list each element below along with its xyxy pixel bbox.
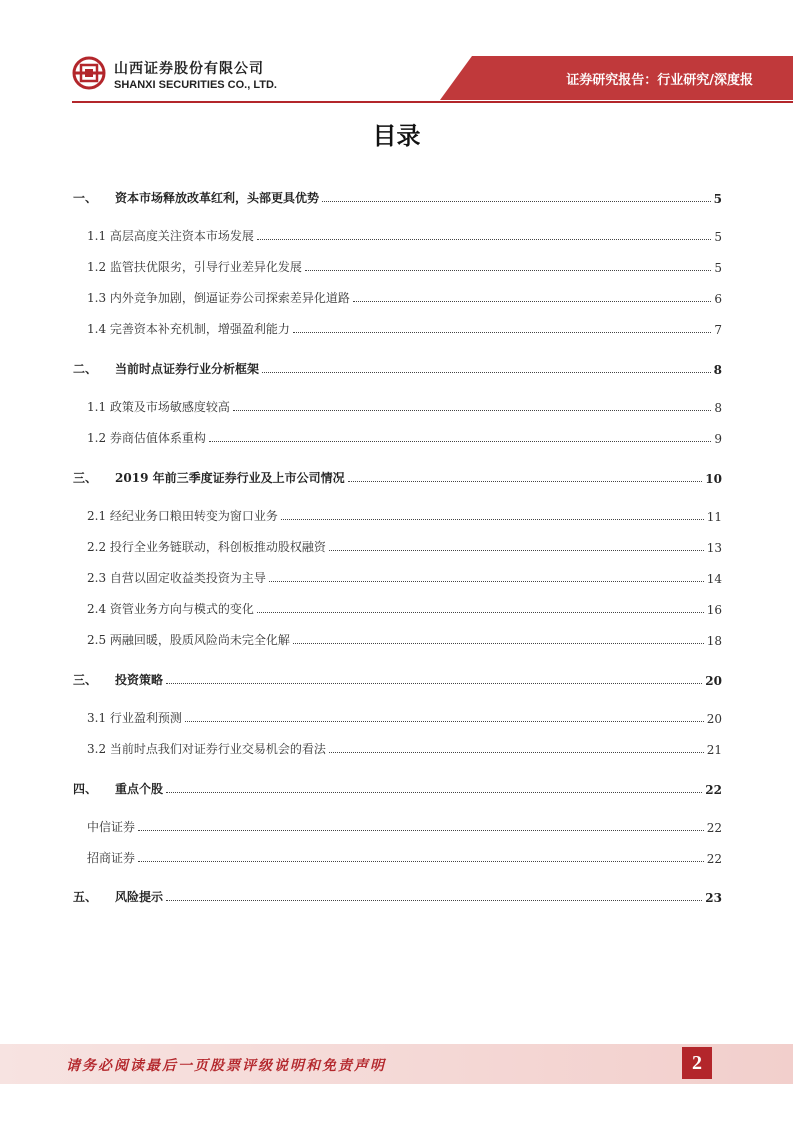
toc-entry[interactable] bbox=[73, 535, 722, 555]
toc-entry-label: 重点个股 bbox=[115, 782, 164, 796]
toc-leader-dots bbox=[138, 829, 704, 831]
toc-entry-number: 三、 bbox=[73, 673, 98, 687]
toc-leader-dots bbox=[348, 480, 703, 482]
toc-entry-heading bbox=[87, 429, 206, 446]
toc-entry-heading bbox=[87, 569, 266, 586]
toc-leader-dots bbox=[257, 238, 711, 240]
toc-entry-label: 3.2 当前时点我们对证券行业交易机会的看法 bbox=[87, 742, 326, 756]
toc-entry-page: 22 bbox=[705, 783, 722, 797]
toc-entry[interactable] bbox=[73, 566, 722, 586]
toc-entry-heading bbox=[73, 189, 319, 206]
toc-leader-dots bbox=[138, 860, 704, 862]
toc-leader-dots bbox=[166, 899, 702, 901]
toc-entry-label: 招商证券 bbox=[87, 851, 136, 865]
toc-entry-label: 2.4 资管业务方向与模式的变化 bbox=[87, 602, 254, 616]
toc-leader-dots bbox=[209, 440, 711, 442]
toc-entry-heading bbox=[73, 360, 259, 377]
toc-entry[interactable] bbox=[73, 846, 722, 866]
toc-entry-heading bbox=[87, 507, 278, 524]
toc-entry-number: 二、 bbox=[73, 362, 98, 376]
toc-entry-page: 22 bbox=[706, 821, 722, 835]
toc-leader-dots bbox=[322, 200, 711, 202]
toc-entry-label: 1.2 监管扶优限劣，引导行业差异化发展 bbox=[87, 260, 302, 274]
toc-entry-label: 2019 年前三季度证券行业及上市公司情况 bbox=[115, 471, 345, 485]
header-rule bbox=[72, 101, 793, 103]
toc-entry-page: 9 bbox=[714, 432, 722, 446]
toc-entry-label: 风险提示 bbox=[115, 890, 164, 904]
toc-leader-dots bbox=[305, 269, 711, 271]
toc-entry-page: 21 bbox=[706, 743, 722, 757]
toc-entry[interactable] bbox=[73, 426, 722, 446]
toc-entry-page: 22 bbox=[706, 852, 722, 866]
company-name-en: SHANXI SECURITIES CO., LTD. bbox=[114, 79, 277, 91]
toc-entry-page: 5 bbox=[713, 192, 722, 206]
toc-leader-dots bbox=[185, 720, 704, 722]
toc-entry-label: 2.2 投行全业务链联动，科创板推动股权融资 bbox=[87, 540, 326, 554]
toc-entry-number: 一、 bbox=[73, 191, 98, 205]
toc-leader-dots bbox=[293, 331, 711, 333]
page-number: 2 bbox=[682, 1047, 712, 1079]
toc-entry-page: 16 bbox=[706, 603, 722, 617]
toc-leader-dots bbox=[166, 791, 702, 793]
toc-entry-page: 8 bbox=[714, 401, 722, 415]
toc-entry-page: 7 bbox=[714, 323, 722, 337]
toc-entry-heading bbox=[73, 671, 163, 688]
toc-entry-page: 13 bbox=[706, 541, 722, 555]
toc-entry-heading bbox=[73, 780, 163, 797]
toc-entry[interactable] bbox=[73, 224, 722, 244]
toc-entry-label: 中信证券 bbox=[87, 820, 136, 834]
toc-entry-label: 2.1 经纪业务口粮田转变为窗口业务 bbox=[87, 509, 278, 523]
toc-entry-heading bbox=[87, 600, 254, 617]
toc-entry-heading bbox=[87, 227, 254, 244]
toc-entry[interactable] bbox=[73, 317, 722, 337]
toc-entry-heading bbox=[73, 469, 345, 486]
toc-leader-dots bbox=[257, 611, 704, 613]
toc-entry[interactable] bbox=[73, 597, 722, 617]
toc-leader-dots bbox=[262, 371, 711, 373]
toc-leader-dots bbox=[293, 642, 704, 644]
toc-entry[interactable] bbox=[73, 815, 722, 835]
report-type-label: 证券研究报告：行业研究/深度报 bbox=[566, 73, 753, 88]
toc-entry[interactable] bbox=[73, 186, 722, 206]
toc-entry[interactable] bbox=[73, 466, 722, 486]
toc-entry-page: 10 bbox=[705, 472, 722, 486]
toc-entry-heading bbox=[87, 289, 350, 306]
company-name-cn: 山西证券股份有限公司 bbox=[114, 61, 264, 77]
toc-entry[interactable] bbox=[73, 255, 722, 275]
toc-entry-page: 20 bbox=[705, 674, 722, 688]
toc-entry[interactable] bbox=[73, 777, 722, 797]
toc-entry[interactable] bbox=[73, 504, 722, 524]
toc-entry-label: 资本市场释放改革红利，头部更具优势 bbox=[115, 191, 320, 205]
company-logo-icon bbox=[72, 56, 106, 90]
toc-entry-label: 1.1 高层高度关注资本市场发展 bbox=[87, 229, 254, 243]
toc-entry[interactable] bbox=[73, 706, 722, 726]
toc-entry-heading bbox=[87, 320, 290, 337]
toc-entry[interactable] bbox=[73, 286, 722, 306]
toc-entry-heading bbox=[87, 849, 135, 866]
toc-entry-heading bbox=[87, 538, 326, 555]
toc-entry-label: 1.4 完善资本补充机制，增强盈利能力 bbox=[87, 322, 290, 336]
toc-entry[interactable] bbox=[73, 885, 722, 905]
toc-leader-dots bbox=[166, 682, 702, 684]
toc-entry[interactable] bbox=[73, 628, 722, 648]
toc-entry-number: 三、 bbox=[73, 471, 98, 485]
toc-entry-label: 3.1 行业盈利预测 bbox=[87, 711, 182, 725]
toc-leader-dots bbox=[329, 549, 704, 551]
toc-entry-heading bbox=[87, 818, 135, 835]
footer-disclaimer: 请务必阅读最后一页股票评级说明和免责声明 bbox=[66, 1058, 386, 1074]
toc-entry[interactable] bbox=[73, 737, 722, 757]
toc-entry[interactable] bbox=[73, 668, 722, 688]
toc-leader-dots bbox=[281, 518, 704, 520]
toc-entry-heading bbox=[87, 258, 302, 275]
toc-leader-dots bbox=[269, 580, 704, 582]
toc-entry-heading bbox=[73, 888, 163, 905]
toc-entry-number: 四、 bbox=[73, 782, 98, 796]
toc-entry-heading bbox=[87, 631, 290, 648]
page-header bbox=[0, 0, 793, 110]
toc-entry-page: 5 bbox=[714, 261, 722, 275]
toc-entry-page: 20 bbox=[706, 712, 722, 726]
toc-entry-label: 当前时点证券行业分析框架 bbox=[115, 362, 260, 376]
page-title: 目录 bbox=[372, 122, 421, 150]
toc-entry-label: 1.2 券商估值体系重构 bbox=[87, 431, 206, 445]
toc-leader-dots bbox=[353, 300, 711, 302]
toc-entry-page: 14 bbox=[706, 572, 722, 586]
toc-entry-page: 18 bbox=[706, 634, 722, 648]
toc-entry-label: 1.3 内外竞争加剧，倒逼证券公司探索差异化道路 bbox=[87, 291, 350, 305]
toc-entry-page: 8 bbox=[713, 363, 722, 377]
toc-entry-page: 6 bbox=[714, 292, 722, 306]
toc-entry-label: 投资策略 bbox=[115, 673, 164, 687]
toc-entry-page: 5 bbox=[714, 230, 722, 244]
toc-entry-heading bbox=[87, 709, 182, 726]
toc-entry-label: 1.1 政策及市场敏感度较高 bbox=[87, 400, 230, 414]
toc-entry-heading bbox=[87, 398, 230, 415]
toc-entry[interactable] bbox=[73, 357, 722, 377]
toc-entry-label: 2.5 两融回暖，股质风险尚未完全化解 bbox=[87, 633, 290, 647]
toc-entry-number: 五、 bbox=[73, 890, 98, 904]
toc-entry-heading bbox=[87, 740, 326, 757]
toc-leader-dots bbox=[329, 751, 704, 753]
toc-leader-dots bbox=[233, 409, 711, 411]
toc-entry-page: 23 bbox=[705, 891, 722, 905]
toc-entry-label: 2.3 自营以固定收益类投资为主导 bbox=[87, 571, 266, 585]
toc-entry[interactable] bbox=[73, 395, 722, 415]
toc-entry-page: 11 bbox=[706, 510, 722, 524]
